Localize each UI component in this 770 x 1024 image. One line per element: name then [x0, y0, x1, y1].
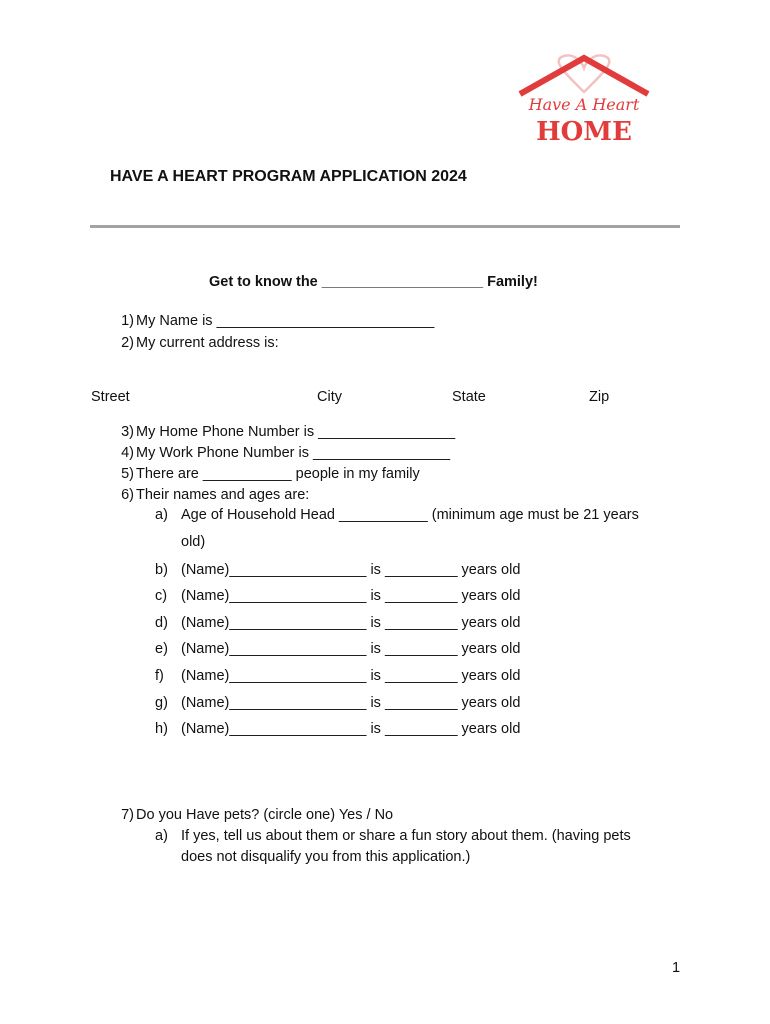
- member-text: (Name)_________________ is _________ years old: [181, 588, 521, 604]
- item-text: Do you Have pets? (circle one) Yes / No: [136, 807, 394, 823]
- page-number: 1: [672, 960, 681, 976]
- household-head-item: [155, 507, 639, 523]
- pets-sub-item: [155, 828, 631, 844]
- member-text: (Name)_________________ is _________ years old: [181, 641, 521, 657]
- family-heading: Get to know the ____________________ Family!: [209, 274, 538, 290]
- item-letter: a): [155, 507, 168, 523]
- item-text: There are ___________ people in my family: [136, 466, 420, 482]
- item-text: My current address is:: [136, 335, 279, 351]
- member-text: (Name)_________________ is _________ years old: [181, 562, 521, 578]
- item-number: 3): [121, 424, 134, 440]
- member-row: [155, 615, 521, 631]
- item-text: Age of Household Head ___________ (minimum age must be 21 years: [181, 507, 639, 523]
- household-head-continued: old): [181, 534, 206, 550]
- pets-sub-continued: does not disqualify you from this application.): [181, 849, 471, 865]
- item-number: 1): [121, 313, 134, 329]
- item-number: 6): [121, 487, 134, 503]
- logo-text-bottom: HOME: [536, 117, 632, 147]
- member-row: [155, 588, 521, 604]
- logo-text-top: Have A Heart: [528, 95, 640, 114]
- member-row: [155, 562, 521, 578]
- form-title: HAVE A HEART PROGRAM APPLICATION 2024: [110, 168, 467, 185]
- item-number: 2): [121, 335, 134, 351]
- state-label: State: [452, 389, 486, 405]
- item-letter: h): [155, 721, 168, 737]
- member-text: (Name)_________________ is _________ years old: [181, 668, 521, 684]
- item-text: If yes, tell us about them or share a fun story about them. (having pets: [181, 828, 631, 844]
- item-letter: f): [155, 668, 164, 684]
- member-text: (Name)_________________ is _________ years old: [181, 615, 521, 631]
- item-number: 5): [121, 466, 134, 482]
- street-label: Street: [91, 389, 130, 405]
- item-text: My Work Phone Number is _________________: [136, 445, 451, 461]
- item-text: My Home Phone Number is _________________: [136, 424, 456, 440]
- zip-label: Zip: [589, 389, 610, 405]
- divider: [90, 225, 680, 228]
- member-row: [155, 641, 521, 657]
- item-letter: b): [155, 562, 168, 578]
- item-text: Their names and ages are:: [136, 487, 310, 503]
- member-row: [155, 721, 521, 737]
- item-number: 4): [121, 445, 134, 461]
- item-letter: e): [155, 641, 168, 657]
- item-letter: c): [155, 588, 168, 604]
- member-row: [155, 695, 521, 711]
- roof-icon: [520, 58, 648, 94]
- item-text: My Name is ___________________________: [136, 313, 435, 329]
- member-row: [155, 668, 521, 684]
- item-letter: d): [155, 615, 168, 631]
- item-letter: g): [155, 695, 168, 711]
- item-letter: a): [155, 828, 168, 844]
- member-text: (Name)_________________ is _________ years old: [181, 695, 521, 711]
- city-label: City: [317, 389, 342, 405]
- item-number: 7): [121, 807, 134, 823]
- have-a-heart-home-logo: [514, 52, 654, 148]
- member-text: (Name)_________________ is _________ years old: [181, 721, 521, 737]
